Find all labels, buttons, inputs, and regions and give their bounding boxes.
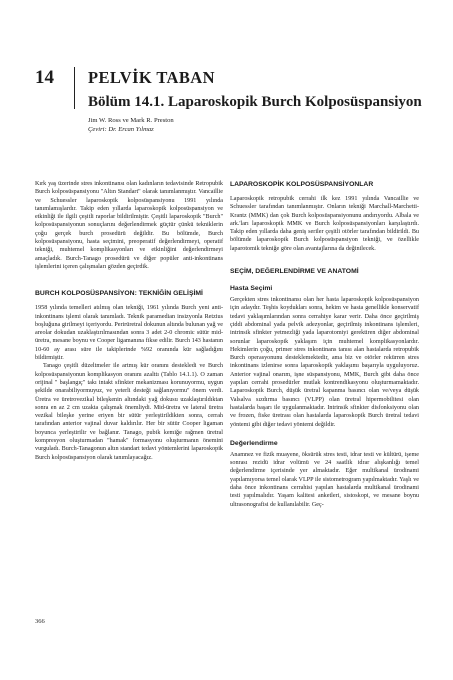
body-paragraph: 1958 yılında temelleri atılmış olan tekniği, 1961 yılında Burch yeni anti-inkontinans işlemi olarak tanımladı. Teknik paramedian insizyonla Retzius boşluğuna girilmeyi içeriyordu. Perirüretral dokunun altında bulunan yağ ve areolar dokudan uzaklaştırılmasından sonra 3 adet 2-0 chromic sütür mid-üretra, mesane boynu ve Cooper ligamanına fikse edilir. Burch 143 hastanın 10-60 ay arası süre ile takiplerinde %92 oranında kür sağladığını bildirmiştir. xyxy=(35,305,223,362)
chapter-number: 14 xyxy=(35,67,54,88)
body-paragraph: Gerçekten stres inkontinansı olan her hasta laparoskopik kolposüspansiyon için adaydır. Teşhis koydukları sonra, hekim ve hasta genellikle konservatif tedavi yaklaşımlarından sonra cerrahiye karar verir. Daha önce geçirilmiş çiddi abdominal yada pelvik adezyonlar, geçirilmiş inkontinans işlemleri, intrinsik sfinkter yetmezliği yada laparotomiyi gerektiren diğer abdominal sorunlar laparoskopik yaklaşım için muhtemel komplikasyonlardır. Hekimlerin çoğu, primer stres inkontinans tanısı alan hastalarda retropubik Burch operasyonunu desteklemektedir, ama biz ve otörler rekürren stres inkontinans izlenirse sonra laparoskopik yaklaşımı başarıyla uyguluyoruz. Anterior vajinal onarım, işne süspansiyonu, MMK, Burch gibi daha önce yapılan cerrahi prosedürler mutlak kontrendikasyonu oluşturmamaktadır. Laparoskopik Burch, düşük üretral kapanma basıncı olan ve/veya düşük Valsalva sızdırma basıncı (VLPP) olan üretral hipermobilitesi olan hastalarda başarı ile uygulanmaktadır. Intrinsik sfinkter disfonksiyonu olan ve frozen, fiske üretrası olan hastalarda laparoskopik Burch üretral tedavi yöntemi gibi diğer tedavi yöntemi değildir. xyxy=(230,297,419,428)
header-divider xyxy=(74,67,75,109)
intro-paragraph: Kırk yaş üzerinde stres inkontinansı olan kadınların tedavisinde Retropubik Burch kolposüspansiyonu "Altın Standart" olarak tanımlanmıştır. Vancaillie ve Schuessler laparoskopik kolposüspansiyonu 1991 yılında tanımlamışlardır. Takip eden yıllarda laparoskopik kolposüspansiyon ve etkinliği ile ilgili çeşitli raporlar bildirilmiştir. Çeşitli laparoskopik "Burch" kolposüspansiyonun sonuçlarını değerlendirmek güçtür çünkü tekniklerin çoğu gerçek burch prosedürü değildir. Bu bölümde, Burch kolposüspansiyonu, hasta seçimini, preoperatif değerlendirmeyi, operatif tekniği, muhtemel komplikasyonları ve etkinliğini değerlendirmeyi amaçladık. Burch-Tanago prosedürü ve diğer popüler anti-inkontinans işlemlerini içeren çalışmaları gözden geçirdik. xyxy=(35,181,223,270)
chapter-title: PELVİK TABAN xyxy=(88,68,215,87)
subsection-heading: Değerlendirme xyxy=(230,439,278,447)
translator: Çeviri: Dr. Ercan Yılmaz xyxy=(88,126,154,133)
authors: Jim W. Ross ve Mark R. Preston xyxy=(88,117,174,124)
right-column xyxy=(230,180,419,509)
left-column xyxy=(35,180,223,462)
section-heading: LAPAROSKOPİK KOLPOSÜSPANSİYONLAR xyxy=(230,181,374,188)
page-number: 366 xyxy=(35,618,45,625)
body-paragraph: Laparoskopik retropubik cerrahi ilk kez 1991 yılında Vancaillie ve Schuessler tarafından tanımlanmıştır. Onların tekniği Marchall-Marchetti-Krantz (MMK) dan çok Burch kolposüspansiyonunu andırıyordu. Albala ve ark.'ları laparoskopik MMK ve Burch kolposüspansiyonları karşılaştırdı. Takip eden yıllarda daha geniş seriler çeşitli otörler tarafından bildirildi. Bu bölümde laparoskopik Burch kolposüspansiyon tekniği, ve özellikle laparotomik tekniğe göre olan avantajlarına da değinilecek. xyxy=(230,196,419,252)
body-paragraph: Anamnez ve fizik muayene, öksürük stres testi, idrar testi ve kültürü, işeme sonrası rezidü idrar volümü ve 24 saatlik idrar alışkanlığı temel değerlendirme içerisinde yer almaktadır. Eğer multikanal ürodinami yapılamıyorsa temel olarak VLPP ile sistometrogram yapılmaktadır. Yaşlı ve daha önce inkontinans cerrahisi yapılan hastalarda multikanal ürodinami testi yapılmalıdır. Yaşam kalitesi anketleri, sistoskopi, ve mesane boynu ultrasonografisi de kullanılabilir. Geç- xyxy=(230,451,419,508)
body-paragraph: Tanago çeşitli düzeltmeler ile artmış kür oranını destekledi ve Burch kolposüspansiyonun komplikasyon oranını azalttı (Tablo 14.1.1). O zaman orijinal " başlangıç" takı intakt sfinkter mekanizması korunuyormu, uygun şekilde onarabiliyormuyuz, ve yeterli desteği sağlanıyormu" önem verdi. Üretra ve üretrovezikal bileşkenin altındaki yağ dokusu uzaklaştırıldıktan sonra en az 2 cm uzakta çalışmak önemliydi. Mid-üretra ve lateral üretra vezikal bileşke yerine eriyen bir sütür yerleştirildikten sonra, cerrah tarafından anterior vajinal duvar kaldırılır. Her bir sütür Cooper ligaman boyunca yerleştirilir ve bağlanır. Tanago, pubik kemiğe rağmen üretral kompresyon oluşturmadan "hamak" formasyonu oluşturmanın önemini vurguladı. Burch-Tanagonun altın standart tedavi yöntemlerini laparoskopik Burch kolposüspansiyon olarak tanımlayacağız. xyxy=(35,363,223,461)
section-title: Bölüm 14.1. Laparoskopik Burch Kolposüspansiyon xyxy=(88,94,422,110)
section-heading: SEÇİM, DEĞERLENDİRME VE ANATOMİ xyxy=(230,268,359,276)
section-heading: BURCH KOLPOSÜSPANSİYON: TEKNİĞİN GELİŞİMİ xyxy=(35,290,203,298)
subsection-heading: Hasta Seçimi xyxy=(230,285,273,293)
